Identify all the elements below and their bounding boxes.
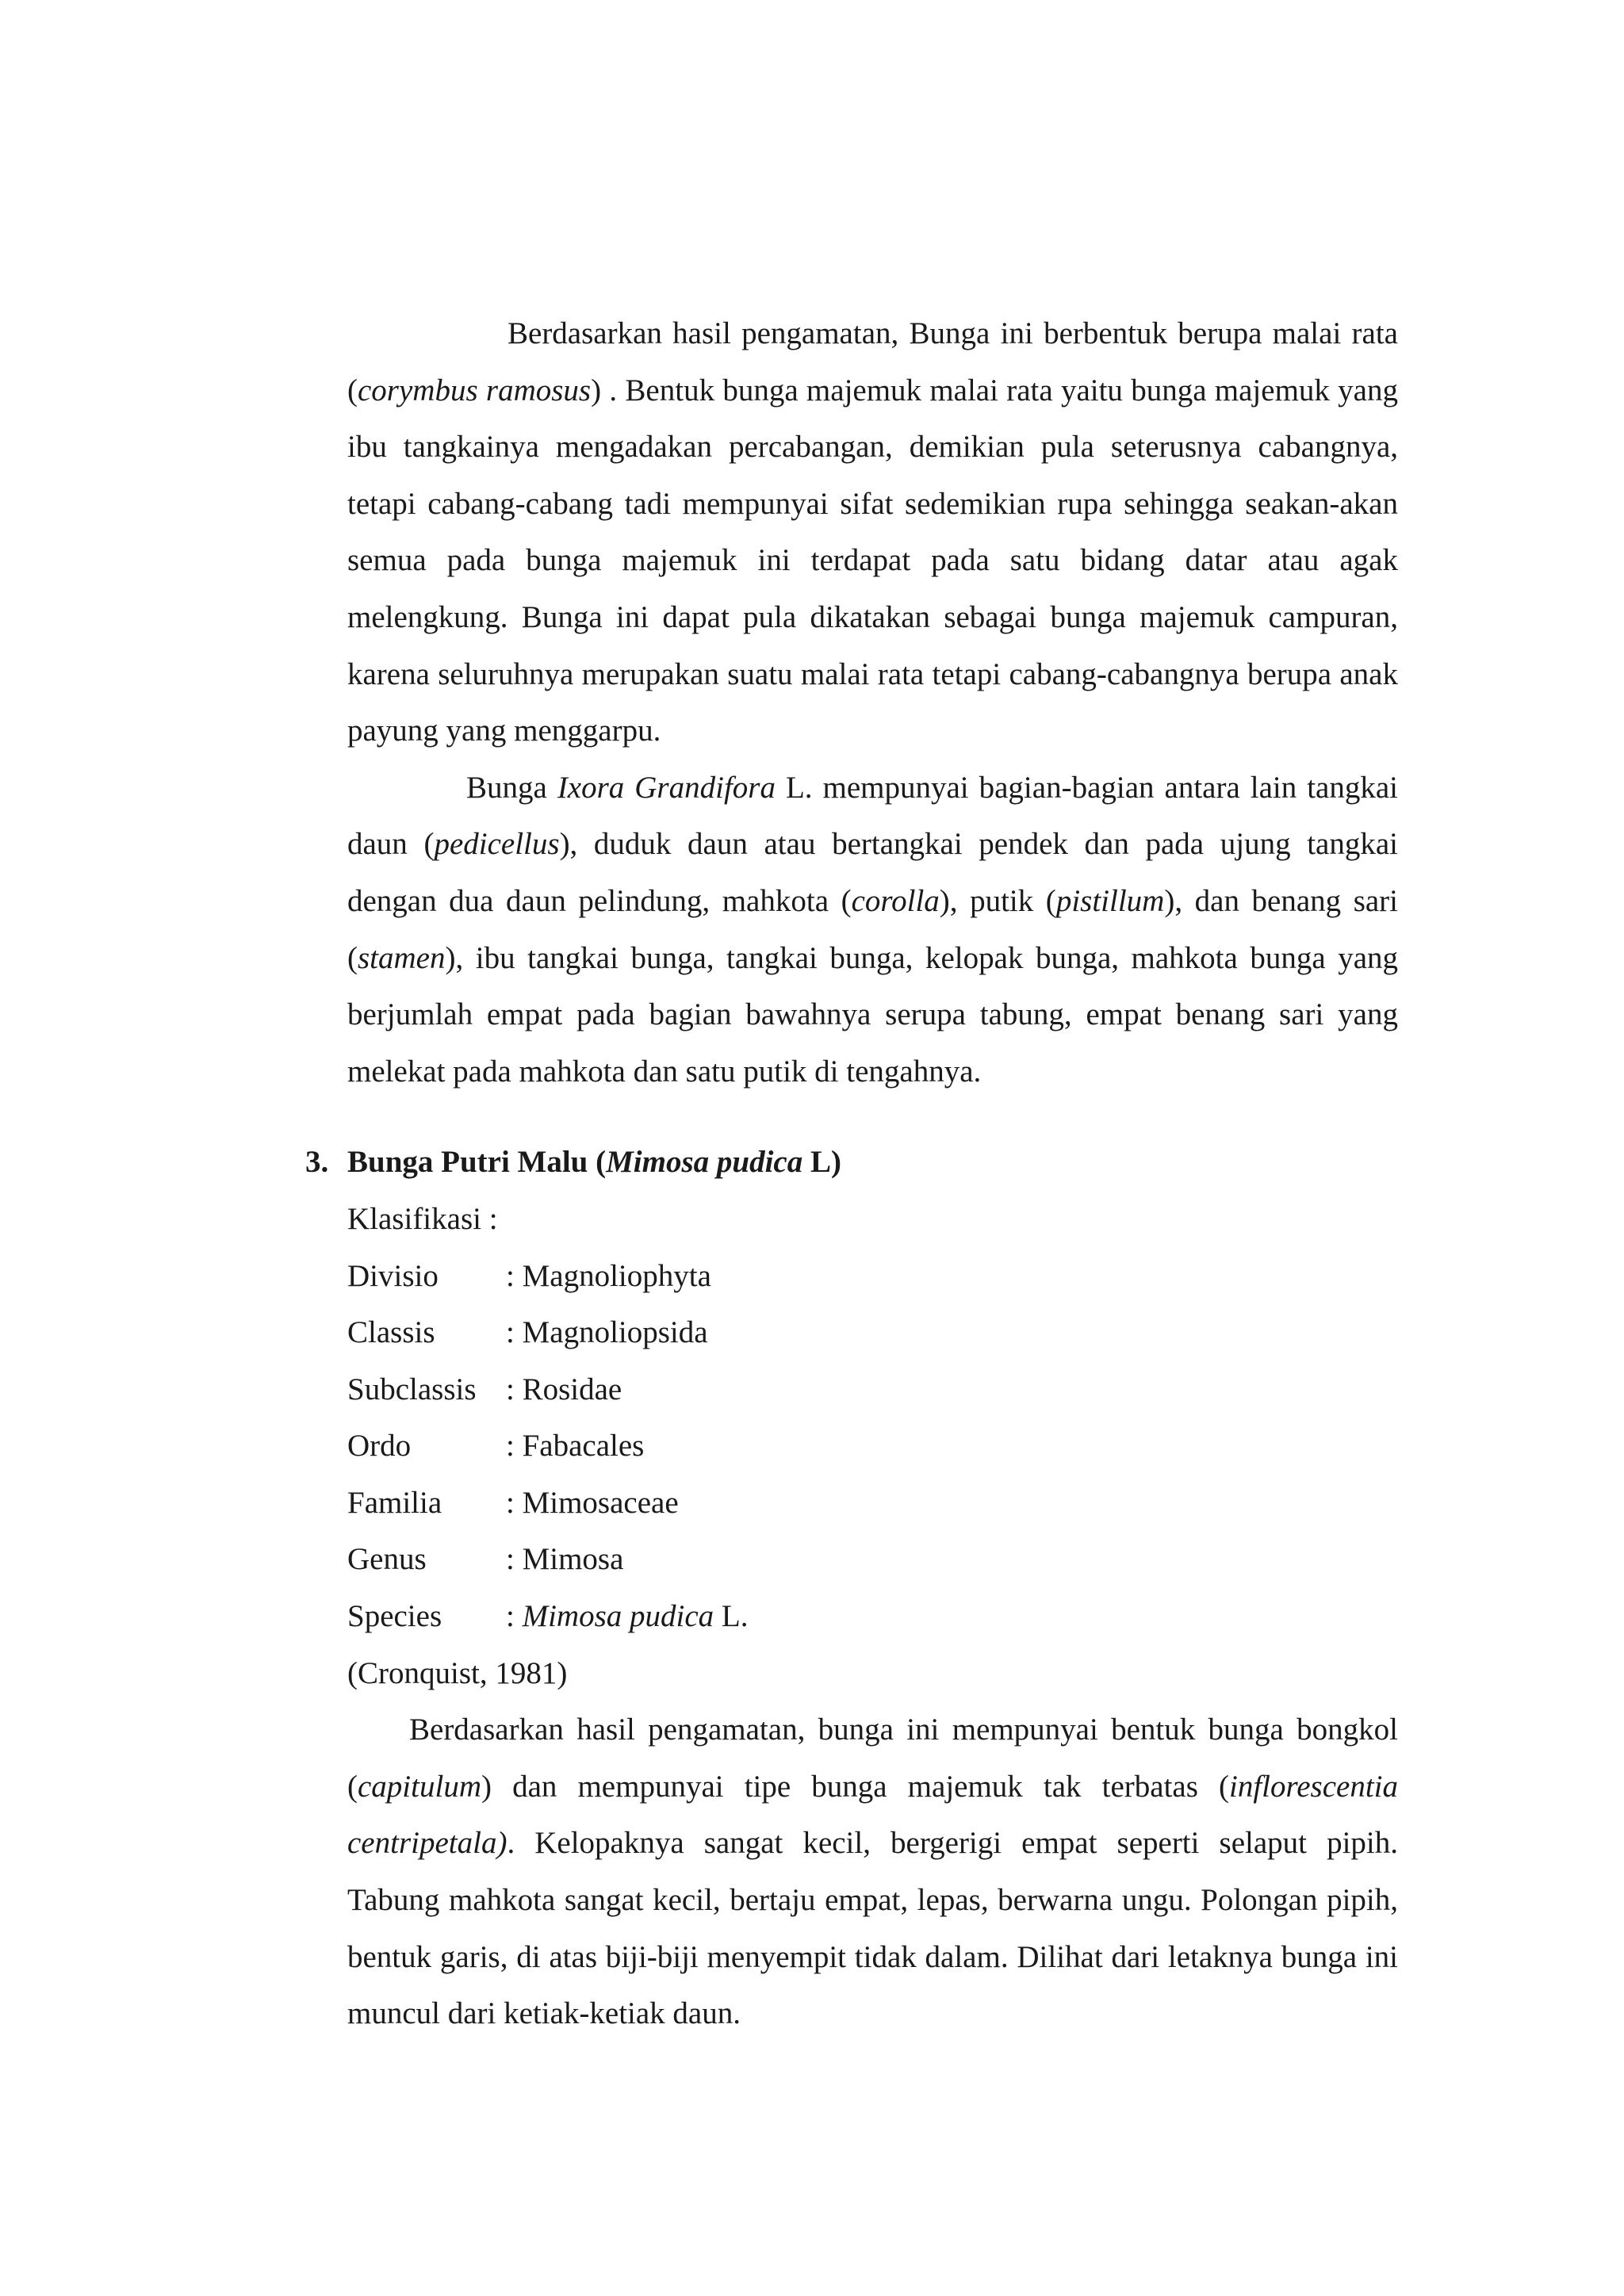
klasifikasi-value <box>506 1588 748 1645</box>
paragraph-putri-malu <box>347 1701 1398 2042</box>
klasifikasi-key: Classis <box>347 1315 435 1350</box>
klasifikasi-value: : Mimosaceae <box>506 1485 679 1520</box>
klasifikasi-key: Familia <box>347 1485 442 1520</box>
text-span: ), ibu tangkai bunga, tangkai bunga, kelopak bunga, mahkota bunga yang berjumlah empat pada bagian bawahnya serupa tabung, empat benang sari yang melekat pada mahkota dan satu putik di tengahnya. <box>347 940 1398 1089</box>
paragraph-ixora <box>347 760 1398 1100</box>
text-span: ), putik ( <box>939 883 1056 918</box>
paragraph-malai-rata <box>347 305 1398 760</box>
italic-term: capitulum <box>358 1769 481 1804</box>
heading-text: L) <box>802 1145 841 1180</box>
text-span: . Kelopaknya sangat kecil, bergerigi empat seperti selaput pipih. Tabung mahkota sangat kecil, bertaju empat, lepas, berwarna ungu. Polongan pipih, bentuk garis, di atas biji-biji menyempit tidak dalam. Dilihat dari letaknya bunga ini muncul dari ketiak-ketiak daun. <box>347 1826 1398 2031</box>
italic-term: stamen <box>358 940 446 975</box>
text-span: Berdasarkan hasil pengamatan, Bunga ini berbentuk berupa malai rata ( <box>347 316 1398 408</box>
klasifikasi-value: : Mimosa <box>506 1542 624 1577</box>
text-span: Berdasarkan hasil pengamatan, bunga ini mempunyai bentuk bunga bongkol ( <box>347 1712 1398 1804</box>
section-number: 3. <box>305 1145 329 1180</box>
italic-term: Ixora Grandifora <box>557 770 776 805</box>
species-suffix: L. <box>714 1599 749 1634</box>
klasifikasi-label: Klasifikasi : <box>347 1201 498 1236</box>
klasifikasi-row <box>347 1248 1398 1305</box>
klasifikasi-key: Ordo <box>347 1429 412 1464</box>
klasifikasi-row <box>347 1361 1398 1418</box>
klasifikasi-row-species <box>347 1588 1398 1645</box>
klasifikasi-row <box>347 1531 1398 1588</box>
citation: (Cronquist, 1981) <box>347 1655 568 1690</box>
klasifikasi-table <box>347 1248 1398 1645</box>
italic-term: corolla <box>851 883 940 918</box>
klasifikasi-key: Subclassis <box>347 1372 477 1406</box>
text-span: L. mempunyai bagian-bagian antara lain tangkai daun ( <box>347 770 1398 862</box>
italic-term: inflorescentia centripetala) <box>347 1769 1398 1861</box>
italic-term: corymbus ramosus <box>358 373 592 408</box>
klasifikasi-value: : Magnoliophyta <box>506 1258 711 1293</box>
section-heading <box>305 1134 1398 1191</box>
klasifikasi-key: Genus <box>347 1542 427 1577</box>
klasifikasi-row <box>347 1418 1398 1475</box>
klasifikasi-key: Divisio <box>347 1258 439 1293</box>
species-italic: Mimosa pudica <box>522 1599 714 1634</box>
klasifikasi-value: : Magnoliopsida <box>506 1315 708 1350</box>
text-span: ) . Bentuk bunga majemuk malai rata yaitu bunga majemuk yang ibu tangkainya mengadakan percabangan, demikian pula seterusnya cabangnya, tetapi cabang-cabang tadi mempunyai sifat sedemikian rupa sehingga seakan-akan semua pada bunga majemuk ini terdapat pada satu bidang datar atau agak melengkung. Bunga ini dapat pula dikatakan sebagai bunga majemuk campuran, karena seluruhnya merupakan suatu malai rata tetapi cabang-cabangnya berupa anak payung yang menggarpu. <box>347 373 1398 748</box>
text-span: ) dan mempunyai tipe bunga majemuk tak terbatas ( <box>481 1769 1229 1804</box>
text-span: ), duduk daun atau bertangkai pendek dan pada ujung tangkai dengan dua daun pelindung, mahkota ( <box>347 827 1398 918</box>
text-span: ), dan benang sari ( <box>347 883 1399 975</box>
klasifikasi-row <box>347 1304 1398 1361</box>
italic-term: pistillum <box>1055 883 1165 918</box>
species-prefix: : <box>506 1599 523 1634</box>
klasifikasi-key: Species <box>347 1599 442 1634</box>
italic-term: pedicellus <box>434 827 560 862</box>
klasifikasi-value: : Fabacales <box>506 1429 645 1464</box>
klasifikasi-value: : Rosidae <box>506 1372 622 1406</box>
text-span: Bunga <box>466 770 557 805</box>
document-body <box>305 305 1399 2042</box>
heading-text: Bunga Putri Malu ( <box>347 1145 607 1180</box>
heading-italic: Mimosa pudica <box>606 1145 803 1180</box>
klasifikasi-row <box>347 1475 1398 1532</box>
